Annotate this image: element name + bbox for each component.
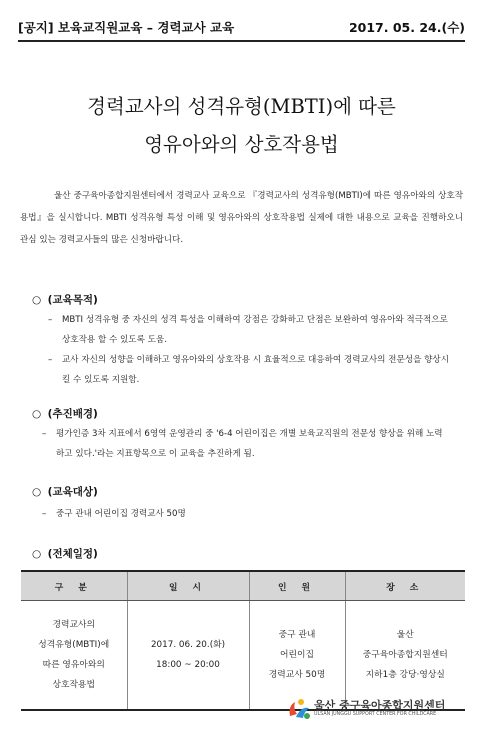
list-item: [42, 504, 450, 524]
list-item: [48, 310, 450, 350]
intro-paragraph: 울산 중구육아종합지원센터에서 경력교사 교육으로 『경력교사의 성격유형(MBTI)에 따른 영유아와의 상호작용법』을 실시합니다. MBTI 성격유형 특성 이해 및 영유아와의 상호작용법 실제에 대한 내용으로 교육을 진행하오니 관심 있는 경력교사들의 많은 신청바랍니다.: [20, 191, 463, 245]
purpose-item-2: 교사 자신의 성향을 이해하고 영유아와의 상호작용 시 효율적으로 대응하여 경력교사의 전문성을 향상시킬 수 있도록 지원함.: [62, 355, 450, 385]
center-name-en: ULSAN JUNGGU SUPPORT CENTER FOR CHILDCARE: [314, 712, 437, 717]
table-header-row: [21, 571, 465, 601]
section-target-heading: ○ (교육대상): [32, 486, 98, 498]
circle-bullet-icon: ○: [32, 548, 42, 560]
section-schedule-heading: ○ (전체일정): [32, 548, 98, 560]
purpose-item-1: MBTI 성격유형 중 자신의 성격 특성을 이해하여 강점은 강화하고 단점은 보완하여 영유아와 적극적으로 상호작용 할 수 있도록 도움.: [62, 315, 448, 345]
target-item-1: 중구 관내 어린이집 경력교사 50명: [56, 509, 186, 519]
list-item: [48, 350, 450, 390]
section-background-heading: ○ (추진배경): [32, 408, 98, 420]
col-header-category: 구 분: [21, 571, 127, 601]
dash-bullet: –: [48, 315, 53, 325]
circle-bullet-icon: ○: [32, 486, 42, 498]
dash-bullet: –: [42, 429, 47, 439]
list-item: [42, 424, 450, 464]
col-header-datetime: 일 시: [127, 571, 249, 601]
circle-bullet-icon: ○: [32, 408, 42, 420]
center-logo: [286, 696, 466, 722]
notice-header: [18, 14, 465, 40]
document-title: [0, 88, 483, 164]
section-purpose-heading: ○ (교육목적): [32, 294, 98, 306]
title-line-2: 영유아와의 상호작용법: [144, 133, 339, 156]
cell-datetime: 2017. 06. 20.(화) 18:00 ~ 20:00: [127, 601, 249, 711]
circle-bullet-icon: ○: [32, 294, 42, 306]
center-logo-icon: [286, 696, 312, 722]
dash-bullet: –: [48, 355, 53, 365]
schedule-table: [21, 570, 465, 711]
notice-title: [공지] 보육교직원교육 – 경력교사 교육: [18, 20, 235, 35]
table-row: [21, 601, 465, 711]
dash-bullet: –: [42, 509, 47, 519]
center-name: 울산 중구육아종합지원센터: [314, 699, 446, 712]
col-header-location: 장 소: [345, 571, 465, 601]
cell-attendees: 중구 관내 어린이집 경력교사 50명: [249, 601, 345, 711]
cell-location: 울산 중구육아종합지원센터 지하1층 강당·영상실: [345, 601, 465, 711]
header-divider: [18, 40, 465, 42]
title-line-1: 경력교사의 성격유형(MBTI)에 따른: [87, 95, 396, 118]
col-header-attendees: 인 원: [249, 571, 345, 601]
cell-category: 경력교사의 성격유형(MBTI)에 따른 영유아와의 상호작용법: [21, 601, 127, 711]
background-item-1: 평가인증 3차 지표에서 6영역 운영관리 중 '6-4 어린이집은 개별 보육교직원의 전문성 향상을 위해 노력하고 있다.'라는 지표항목으로 이 교육을 추진하게 됨.: [56, 429, 443, 459]
notice-date: 2017. 05. 24.(수): [348, 20, 465, 35]
